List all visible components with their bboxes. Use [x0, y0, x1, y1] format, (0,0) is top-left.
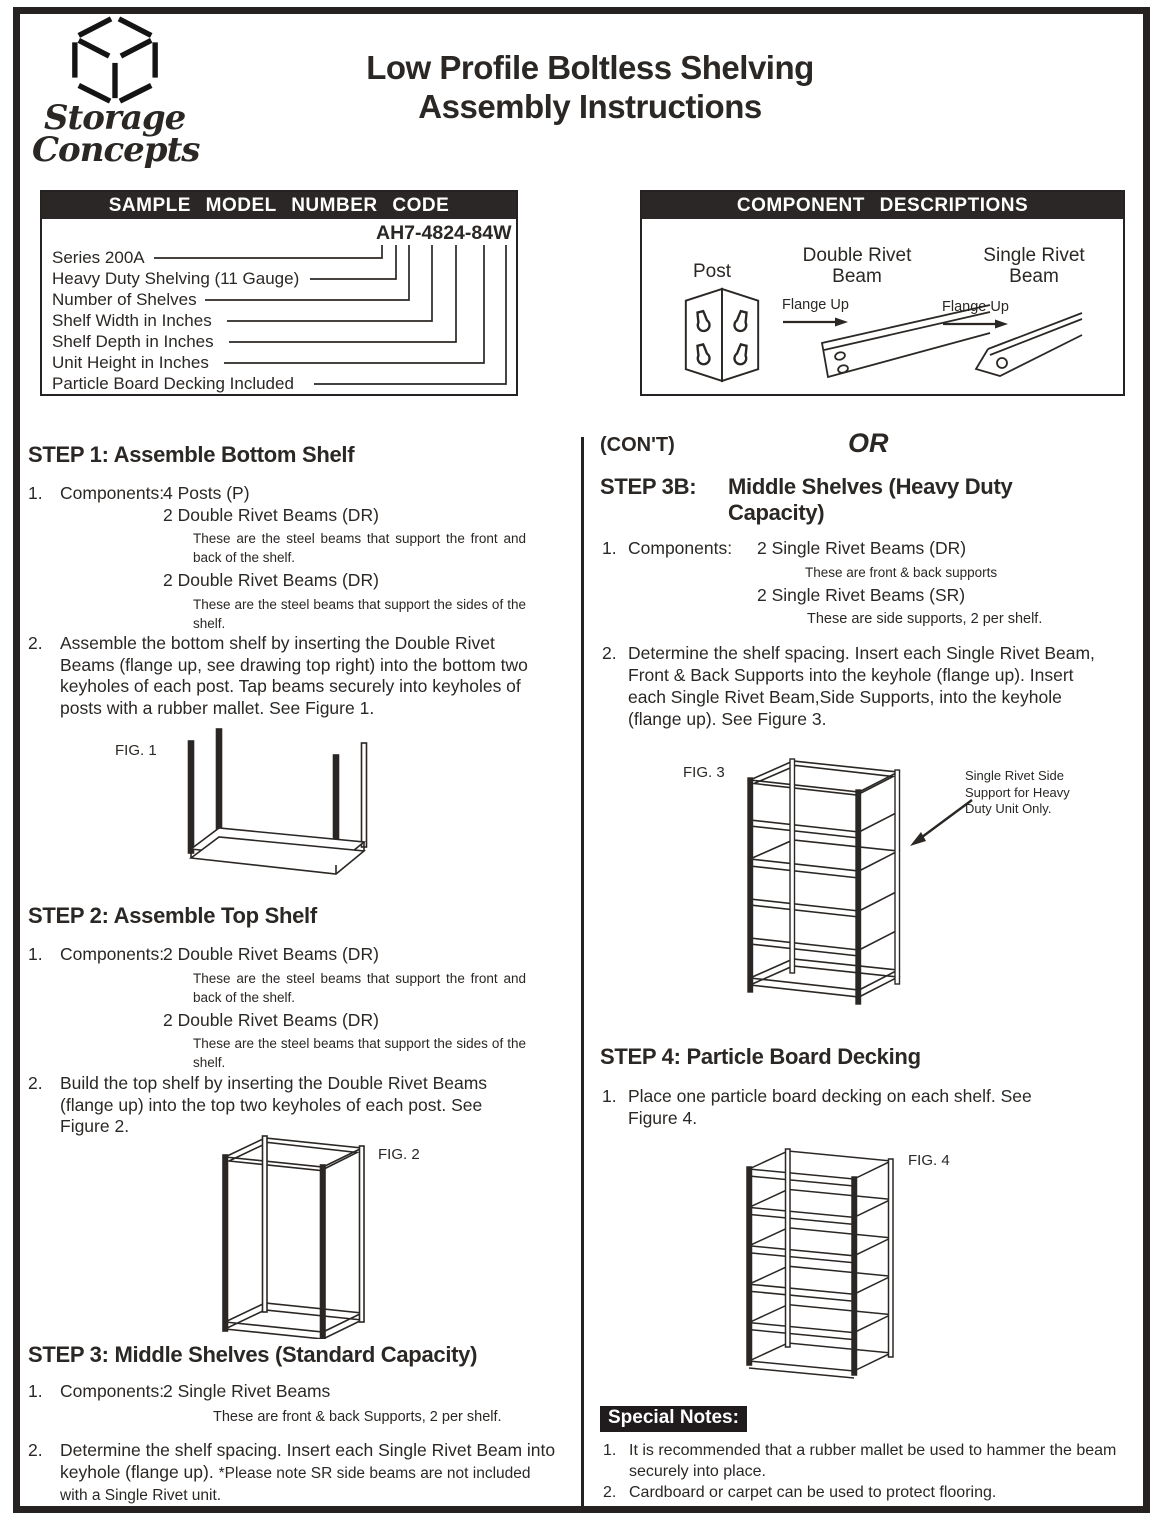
double-rivet-beam-label: [777, 245, 937, 287]
sample-model-number-code-box: [40, 190, 518, 396]
step2-instruction-item: [28, 1073, 548, 1138]
step1-components-item: [28, 483, 558, 633]
step3-heading: STEP 3: Middle Shelves (Standard Capacity): [28, 1342, 478, 1367]
step3b-instruction-item: [602, 642, 1122, 730]
special-note-text: It is recommended that a rubber mallet be used to hammer the beam securely into place.: [629, 1442, 1117, 1480]
page-title: [240, 48, 940, 126]
step3-components-item: [28, 1381, 558, 1427]
fig3-mid-beams: [750, 812, 898, 956]
page-title-line1: Low Profile Boltless Shelving: [366, 49, 814, 86]
logo-wordmark-line2: Concepts: [32, 130, 200, 170]
page-title-line2: Assembly Instructions: [418, 88, 762, 125]
step3-instruction-item: [28, 1440, 573, 1507]
post-label: Post: [692, 261, 732, 282]
step3b-heading-label: STEP 3B:: [600, 474, 697, 499]
component-note: These are side supports, 2 per shelf.: [807, 611, 1043, 627]
step2-heading: STEP 2: Assemble Top Shelf: [28, 903, 317, 928]
components-list: [163, 1381, 502, 1427]
model-box-header: SAMPLE MODEL NUMBER CODE: [42, 192, 516, 219]
list-number: 2.: [28, 1440, 43, 1460]
list-number: 2.: [28, 1073, 43, 1093]
single-rivet-beam-label-line2: Beam: [1009, 266, 1059, 287]
list-number: 2.: [603, 1484, 617, 1501]
step3-instruction-note: *Please note SR side beams are not included with a Single Rivet unit.: [60, 1464, 531, 1504]
components-list: [163, 944, 526, 1072]
step2-instruction-text: Build the top shelf by inserting the Double Rivet Beams (flange up) into the top two keyholes of each post. See Figure 2.: [60, 1073, 488, 1136]
step1-instruction-text: Assemble the bottom shelf by inserting the Double Rivet Beams (flange up, see drawing top right) into the bottom two keyholes of each post. Tap beams securely into keyholes of posts with a rubber mallet. See Figure 1.: [60, 633, 528, 718]
components-label: Components:: [628, 538, 733, 558]
step4-instruction-item: [602, 1086, 1102, 1129]
special-notes-header: Special Notes:: [600, 1406, 747, 1432]
fig1-drawing: [183, 727, 375, 883]
step1-instruction-item: [28, 633, 548, 719]
list-number: 2.: [28, 633, 43, 653]
flange-up-label-double: Flange Up: [782, 297, 849, 313]
fig3-annotation-arrow-icon: [910, 800, 972, 846]
storage-concepts-cube-logo-icon: [66, 12, 164, 106]
fig3-annotation: Single Rivet Side Support for Heavy Duty Unit Only.: [965, 768, 1070, 816]
logo-wordmark-line1: Storage: [44, 98, 186, 138]
list-number: 1.: [28, 483, 43, 503]
component-line: 2 Double Rivet Beams (DR): [163, 570, 379, 590]
component-line: 2 Single Rivet Beams: [163, 1381, 331, 1401]
component-note: These are the steel beams that support the front and back of the shelf.: [193, 970, 526, 1005]
fig2-drawing: [216, 1131, 368, 1339]
model-number-code: AH7-4824-84W: [376, 222, 512, 244]
step3b-instruction-text: Determine the shelf spacing. Insert each Single Rivet Beam, Front & Back Supports into the keyhole (flange up). Insert each Single Rivet Beam,Side Supports, into the keyhole (flange up). See Figure 3.: [628, 643, 1095, 729]
model-label-num-shelves: Number of Shelves: [52, 290, 197, 309]
fig3-label: FIG. 3: [683, 764, 725, 781]
model-label-width: Shelf Width in Inches: [52, 311, 212, 330]
component-line: 2 Double Rivet Beams (DR): [163, 1009, 379, 1030]
flange-up-label-single: Flange Up: [942, 299, 1009, 315]
component-box-header: COMPONENT DESCRIPTIONS: [642, 192, 1123, 219]
component-line: 2 Double Rivet Beams (DR): [163, 504, 379, 525]
component-note: These are the steel beams that support the front and back of the shelf.: [193, 531, 526, 565]
components-list: [163, 483, 526, 633]
step3b-heading: [600, 474, 1058, 526]
components-label: Components:: [60, 944, 165, 964]
component-note: These are front & back supports: [805, 564, 998, 580]
step3-instruction-text: [60, 1440, 560, 1507]
model-label-decking: Particle Board Decking Included: [52, 374, 294, 393]
component-line: 2 Single Rivet Beams (SR): [757, 584, 966, 605]
or-label: OR: [848, 428, 889, 458]
special-note-text: Cardboard or carpet can be used to protect flooring.: [629, 1484, 997, 1501]
component-line: 4 Posts (P): [163, 483, 250, 503]
component-note: These are the steel beams that support the sides of the shelf.: [193, 596, 526, 631]
component-note: These are front & back Supports, 2 per shelf.: [213, 1408, 502, 1425]
model-label-heavy-duty: Heavy Duty Shelving (11 Gauge): [52, 269, 300, 288]
single-rivet-beam-label: [954, 245, 1114, 287]
double-rivet-beam-label-line1: Double Rivet: [802, 245, 912, 266]
components-label: Components:: [60, 1381, 165, 1401]
component-note: These are the steel beams that support the sides of the shelf.: [193, 1036, 526, 1070]
components-label: Components:: [60, 483, 165, 503]
list-number: 1.: [603, 1442, 617, 1459]
list-number: 1.: [28, 1381, 43, 1401]
component-descriptions-box: [640, 190, 1125, 396]
special-note-item: [603, 1440, 1143, 1482]
special-note-item: [603, 1482, 1143, 1503]
model-label-height: Unit Height in Inches: [52, 353, 209, 372]
step1-heading: STEP 1: Assemble Bottom Shelf: [28, 442, 355, 467]
component-line: 2 Single Rivet Beams (DR): [757, 538, 967, 558]
step3b-components-item: [602, 538, 1142, 629]
step4-heading: STEP 4: Particle Board Decking: [600, 1044, 921, 1069]
list-number: 1.: [602, 1086, 617, 1106]
list-number: 1.: [602, 538, 617, 558]
fig4-drawing: [742, 1143, 908, 1389]
cont-label: (CON'T): [600, 434, 675, 456]
fig1-label: FIG. 1: [115, 742, 157, 759]
single-rivet-beam-label-line1: Single Rivet: [983, 245, 1085, 266]
fig2-label: FIG. 2: [378, 1146, 420, 1163]
step3-instruction-main: Determine the shelf spacing. Insert each Single Rivet Beam into keyhole (flange up).: [60, 1440, 556, 1482]
single-rivet-beam-drawing: [968, 311, 1086, 383]
step4-instruction-text: Place one particle board decking on each shelf. See Figure 4.: [628, 1086, 1032, 1128]
double-rivet-beam-label-line2: Beam: [832, 266, 882, 287]
list-number: 1.: [28, 944, 43, 964]
component-line: 2 Double Rivet Beams (DR): [163, 944, 379, 964]
step3b-heading-title: Middle Shelves (Heavy Duty Capacity): [728, 474, 1013, 525]
post-drawing: [678, 283, 766, 383]
model-label-series: Series 200A: [52, 248, 145, 267]
fig4-label: FIG. 4: [908, 1152, 950, 1169]
list-number: 2.: [602, 643, 617, 663]
components-list: [757, 538, 1042, 629]
model-label-depth: Shelf Depth in Inches: [52, 332, 214, 351]
step2-components-item: [28, 944, 558, 1072]
column-divider: [581, 437, 584, 1506]
